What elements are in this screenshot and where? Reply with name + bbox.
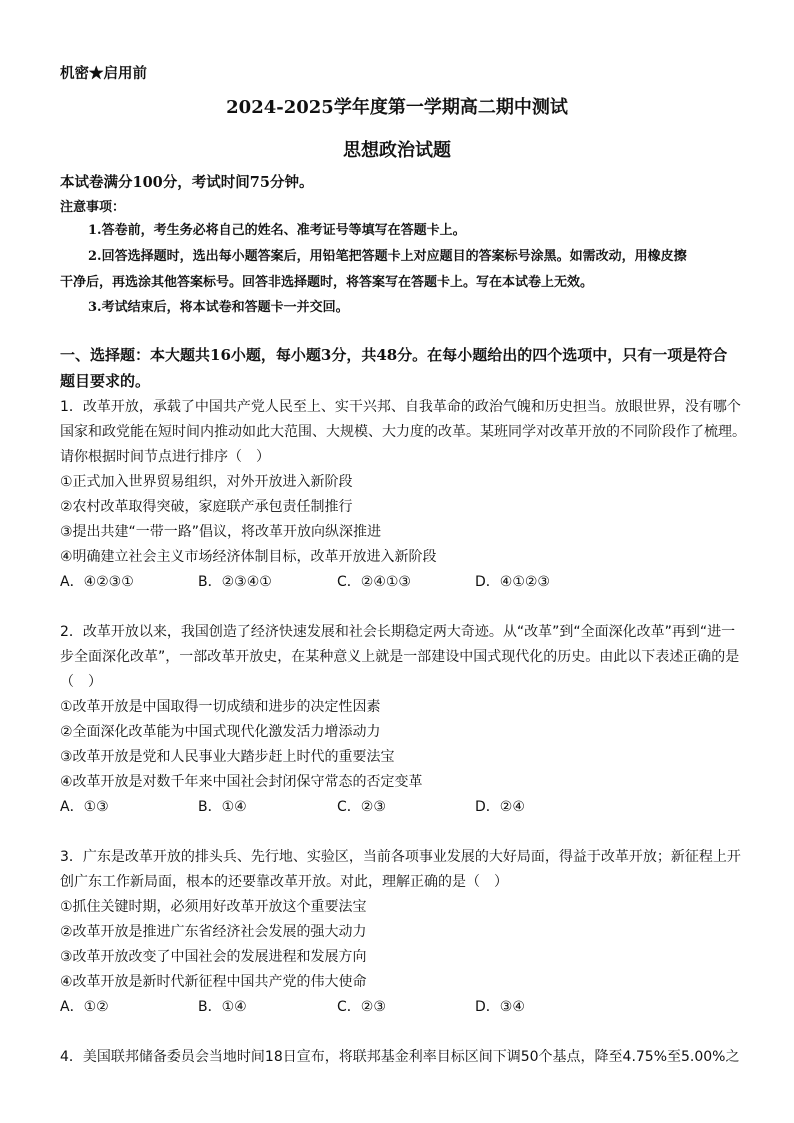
- exam-title: 2024-2025学年度第一学期高二期中测试: [226, 97, 568, 118]
- option-b[interactable]: B．①④: [198, 999, 247, 1015]
- option-d[interactable]: D．②④: [475, 799, 525, 815]
- question-1-item-3: ③提出共建“一带一路”倡议，将改革开放向纵深推进: [60, 524, 382, 540]
- question-3-line-1: 3．广东是改革开放的排头兵、先行地、实验区，当前各项事业发展的大好局面，得益于改革开放；新征程上开: [60, 849, 741, 865]
- question-3-item-1: ①抓住关键时期，必须用好改革开放这个重要法宝: [60, 899, 367, 915]
- subject-title: 思想政治试题: [343, 140, 451, 161]
- exam-info: 本试卷满分100分，考试时间75分钟。: [60, 174, 314, 191]
- notice-heading: 注意事项：: [60, 200, 126, 215]
- question-2-item-2: ②全面深化改革能为中国式现代化激发活力增添动力: [60, 724, 381, 740]
- notice-item-3: 3.考试结束后，将本试卷和答题卡一并交回。: [88, 300, 349, 315]
- option-d[interactable]: D．③④: [475, 999, 525, 1015]
- question-3-line-2: 创广东工作新局面，根本的还要靠改革开放。对此，理解正确的是（ ）: [60, 874, 508, 890]
- question-3-item-3: ③改革开放改变了中国社会的发展进程和发展方向: [60, 949, 367, 965]
- section-heading: 一、选择题：本大题共16小题，每小题3分，共48分。在每小题给出的四个选项中，只有一项是符合题目要求的。: [60, 346, 728, 390]
- option-b[interactable]: B．②③④①: [198, 574, 272, 590]
- option-a[interactable]: A．④②③①: [60, 574, 134, 590]
- question-1-line-1: 1．改革开放，承载了中国共产党人民至上、实干兴邦、自我革命的政治气魄和历史担当。放眼世界，没有哪个: [60, 399, 741, 415]
- question-4-line-1: 4．美国联邦储备委员会当地时间18日宣布，将联邦基金利率目标区间下调50个基点，降至4.75%至5.00%之: [60, 1049, 740, 1065]
- question-2-item-3: ③改革开放是党和人民事业大踏步赶上时代的重要法宝: [60, 749, 395, 765]
- question-1-line-3: 请你根据时间节点进行排序（ ）: [60, 449, 270, 465]
- question-3-item-4: ④改革开放是新时代新征程中国共产党的伟大使命: [60, 974, 367, 990]
- confidential-mark: 机密★启用前: [60, 65, 147, 82]
- question-1-item-1: ①正式加入世界贸易组织，对外开放进入新阶段: [60, 474, 353, 490]
- question-1-item-4: ④明确建立社会主义市场经济体制目标，改革开放进入新阶段: [60, 549, 437, 565]
- notice-item-1: 1.答卷前，考生务必将自己的姓名、准考证号等填写在答题卡上。: [88, 223, 466, 238]
- option-c[interactable]: C．②③: [337, 799, 386, 815]
- notice-item-2: 2.回答选择题时，选出每小题答案后，用铅笔把答题卡上对应题目的答案标号涂黑。如需改动，用橡皮擦: [88, 249, 687, 264]
- option-a[interactable]: A．①②: [60, 999, 109, 1015]
- question-2-line-3: （ ）: [60, 674, 102, 690]
- option-a[interactable]: A．①③: [60, 799, 109, 815]
- notice-item-2-cont: 干净后，再选涂其他答案标号。回答非选择题时，将答案写在答题卡上。写在本试卷上无效。: [60, 275, 594, 290]
- question-3-item-2: ②改革开放是推进广东省经济社会发展的强大动力: [60, 924, 367, 940]
- option-c[interactable]: C．②③: [337, 999, 386, 1015]
- question-2-line-1: 2．改革开放以来，我国创造了经济快速发展和社会长期稳定两大奇迹。从“改革”到“全面深化改革”再到“进一: [60, 624, 736, 640]
- question-2-line-2: 步全面深化改革”，一部改革开放史，在某种意义上就是一部建设中国式现代化的历史。由此以下表述正确的是: [60, 649, 740, 665]
- option-b[interactable]: B．①④: [198, 799, 247, 815]
- question-1-item-2: ②农村改革取得突破，家庭联产承包责任制推行: [60, 499, 353, 515]
- question-2-item-4: ④改革开放是对数千年来中国社会封闭保守常态的否定变革: [60, 774, 423, 790]
- option-d[interactable]: D．④①②③: [475, 574, 550, 590]
- question-2-item-1: ①改革开放是中国取得一切成绩和进步的决定性因素: [60, 699, 381, 715]
- option-c[interactable]: C．②④①③: [337, 574, 411, 590]
- question-1-line-2: 国家和政党能在短时间内推动如此大范围、大规模、大力度的改革。某班同学对改革开放的不同阶段作了梳理。: [60, 424, 746, 440]
